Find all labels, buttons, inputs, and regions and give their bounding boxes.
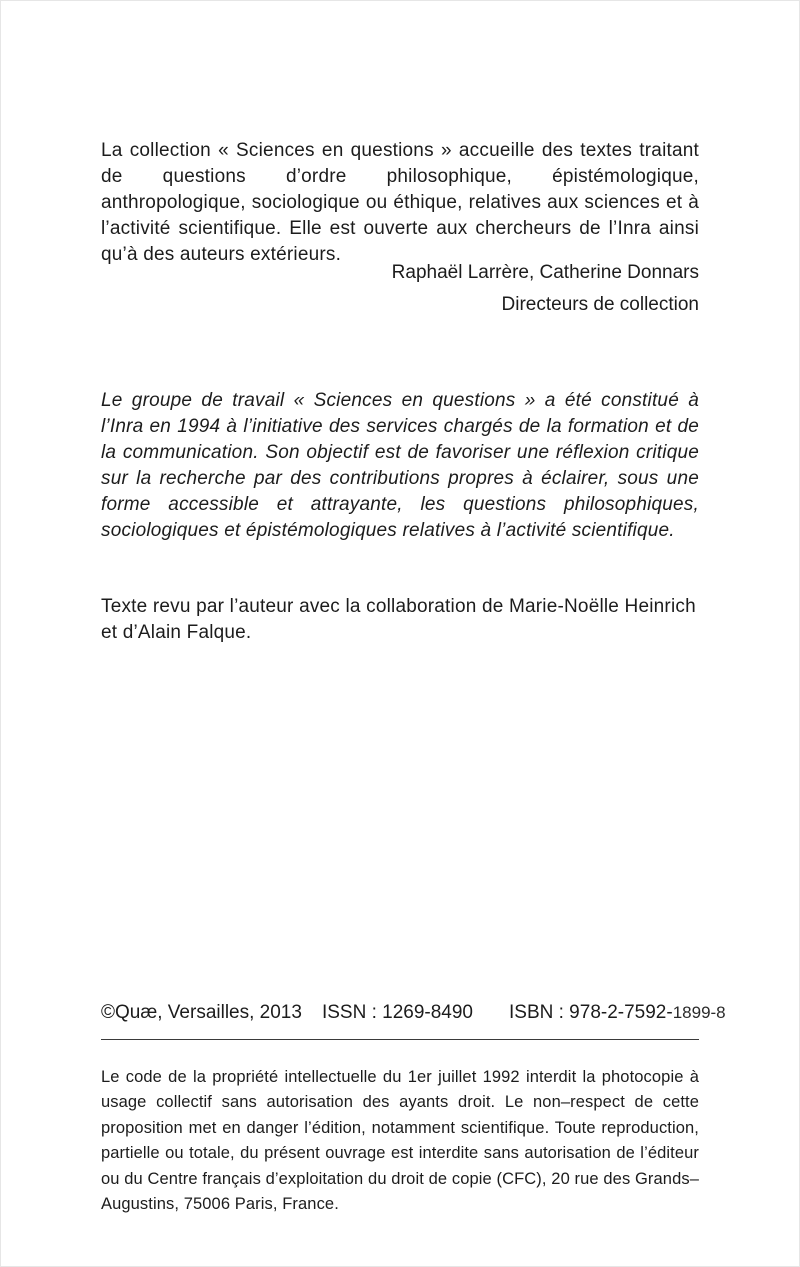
imprint-line bbox=[101, 1001, 726, 1025]
isbn-suffix: 1899-8 bbox=[672, 1003, 726, 1022]
collection-intro-paragraph: La collection « Sciences en questions » accueille des textes traitant de questions d’ordre philosophique, épistémologique, anthropologique, sociologique ou éthique, relatives aux sciences et à l’activité scientifique. Elle est ouverte aux chercheurs de l’Inra ainsi qu’à des auteurs extérieurs. bbox=[101, 140, 699, 265]
isbn-prefix: ISBN : 978-2-7592- bbox=[509, 1002, 673, 1023]
legal-notice-paragraph: Le code de la propriété intellectuelle du 1er juillet 1992 interdit la photocopie à usage collectif sans autorisation des ayants droit. Le non–respect de cette proposition met en danger l’édition, notamment scientifique. Toute reproduction, partielle ou totale, du présent ouvrage est interdite sans autorisation de l’éditeur ou du Centre français d’exploitation du droit de copie (CFC), 20 rue des Grands–Augustins, 75006 Paris, France. bbox=[101, 1067, 699, 1213]
isbn-text bbox=[509, 1001, 726, 1025]
byline-role: Directeurs de collection bbox=[501, 294, 699, 315]
byline-block bbox=[101, 257, 699, 321]
working-group-paragraph: Le groupe de travail « Sciences en questions » a été constitué à l’Inra en 1994 à l’initiative des services chargés de la formation et de la communication. Son objectif est de favoriser une réflexion critique sur la recherche par des contributions propres à éclairer, sous une forme accessible et attrayante, les questions philosophiques, sociologiques et épistémologiques relatives à l’activité scientifique. bbox=[101, 390, 699, 541]
credits-paragraph: Texte revu par l’auteur avec la collaboration de Marie-Noëlle Heinrich et d’Alain Falque. bbox=[101, 596, 696, 643]
issn-text: ISSN : 1269-8490 bbox=[321, 1002, 473, 1023]
separator-rule bbox=[101, 1039, 699, 1040]
copyright-text: ©Quæ, Versailles, 2013 bbox=[101, 1002, 302, 1023]
byline-directors: Raphaël Larrère, Catherine Donnars bbox=[391, 262, 699, 283]
